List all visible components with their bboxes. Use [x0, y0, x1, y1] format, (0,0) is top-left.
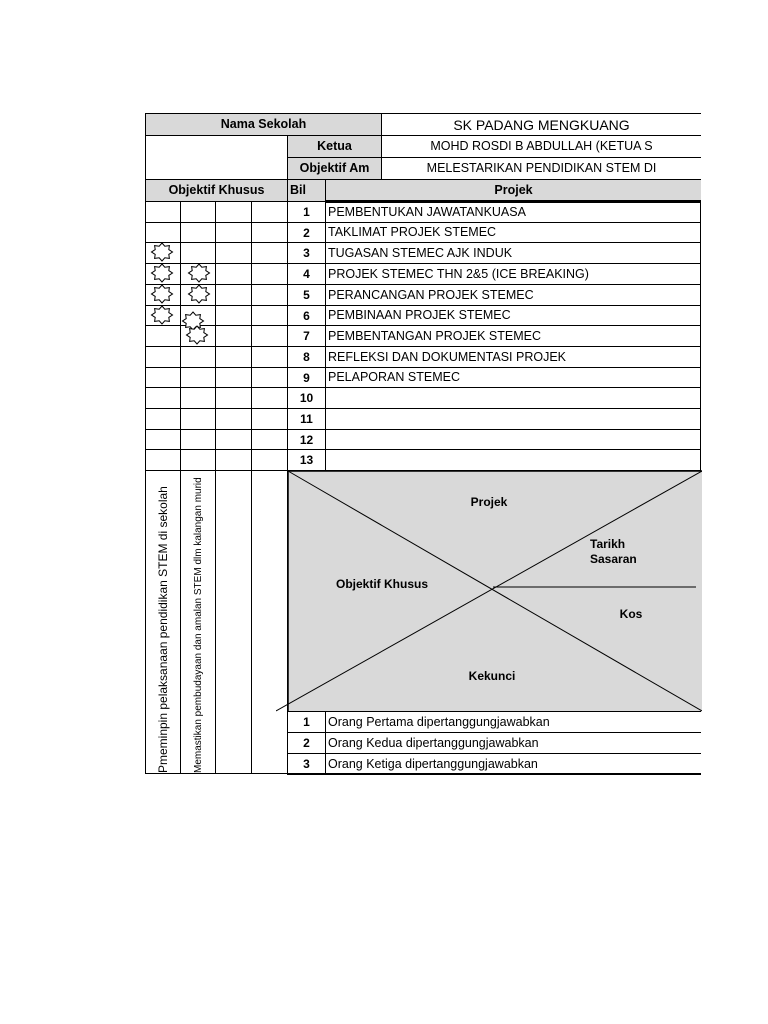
person-bil: 2	[287, 732, 326, 754]
nama-sekolah-label: Nama Sekolah	[145, 113, 382, 136]
x-matrix-label-kos: Kos	[619, 607, 643, 621]
project-name	[325, 408, 701, 430]
objektif-am-label: Objektif Am	[287, 157, 382, 180]
project-name: PEMBENTUKAN JAWATANKUASA	[325, 201, 701, 223]
x-matrix-label-sasaran: Sasaran	[590, 552, 637, 566]
objective-row-line	[145, 408, 288, 409]
objective-col-divider-3	[251, 201, 252, 774]
objective-row-line	[145, 429, 288, 430]
objective-row-line	[145, 325, 288, 326]
star-burst-icon	[185, 325, 209, 345]
person-text: Orang Ketiga dipertanggungjawabkan	[325, 753, 701, 775]
project-name: PROJEK STEMEC THN 2&5 (ICE BREAKING)	[325, 263, 701, 285]
objective-row-line	[145, 470, 288, 471]
person-bil: 1	[287, 711, 326, 733]
project-bil: 11	[287, 408, 326, 430]
ketua-value: MOHD ROSDI B ABDULLAH (KETUA S	[381, 135, 701, 158]
objective-row-line	[145, 222, 288, 223]
project-name: PERANCANGAN PROJEK STEMEC	[325, 284, 701, 306]
projek-top-rule	[325, 200, 701, 202]
project-name	[325, 429, 701, 450]
project-bil: 7	[287, 325, 326, 347]
project-name	[325, 387, 701, 409]
project-bil: 6	[287, 305, 326, 326]
project-name: PEMBINAAN PROJEK STEMEC	[325, 305, 701, 326]
objective-row-line	[145, 367, 288, 368]
objective-row-line	[145, 346, 288, 347]
star-burst-icon	[150, 305, 174, 325]
person-text: Orang Pertama dipertanggungjawabkan	[325, 711, 701, 733]
star-burst-icon	[150, 284, 174, 304]
star-burst-icon	[187, 263, 211, 283]
objective-col-divider-2	[215, 201, 216, 774]
project-bil: 1	[287, 201, 326, 223]
project-name: TAKLIMAT PROJEK STEMEC	[325, 222, 701, 243]
x-matrix-label-objektif: Objektif Khusus	[335, 577, 429, 591]
project-name: REFLEKSI DAN DOKUMENTASI PROJEK	[325, 346, 701, 368]
x-matrix-label-projek: Projek	[470, 495, 508, 509]
project-name: TUGASAN STEMEC AJK INDUK	[325, 242, 701, 264]
person-text: Orang Kedua dipertanggungjawabkan	[325, 732, 701, 754]
nama-sekolah-value: SK PADANG MENGKUANG	[381, 113, 701, 136]
project-bil: 10	[287, 387, 326, 409]
projek-header: Projek	[325, 179, 701, 202]
x-matrix-label-kekunci: Kekunci	[468, 669, 516, 683]
objective-1-text: Pmeminpin pelaksanaan pendidikan STEM di sekolah	[156, 486, 170, 773]
bil-header: Bil	[287, 179, 326, 202]
x-matrix-diagram	[276, 468, 702, 713]
objective-2-text: Memastikan pembudayaan dan amalan STEM dlm kalangan murid	[193, 477, 204, 773]
objective-row-line	[145, 449, 288, 450]
objective-row-line	[145, 387, 288, 388]
project-bil: 4	[287, 263, 326, 285]
project-bil: 2	[287, 222, 326, 243]
star-burst-icon	[150, 242, 174, 262]
project-bil: 8	[287, 346, 326, 368]
x-matrix-label-tarikh: Tarikh	[590, 537, 626, 551]
project-bil: 3	[287, 242, 326, 264]
star-burst-icon	[187, 284, 211, 304]
project-name: PELAPORAN STEMEC	[325, 367, 701, 388]
star-burst-icon	[150, 263, 174, 283]
objective-col-divider-1	[180, 201, 181, 774]
objektif-am-value: MELESTARIKAN PENDIDIKAN STEM DI	[381, 157, 701, 180]
project-bil: 12	[287, 429, 326, 450]
ketua-label: Ketua	[287, 135, 382, 158]
person-bil: 3	[287, 753, 326, 775]
project-bil: 5	[287, 284, 326, 306]
people-bottom-rule	[287, 773, 701, 774]
project-bil: 13	[287, 449, 326, 471]
objektif-khusus-header: Objektif Khusus	[145, 179, 288, 202]
project-name: PEMBENTANGAN PROJEK STEMEC	[325, 325, 701, 347]
project-bil: 9	[287, 367, 326, 388]
header-blank	[145, 135, 288, 180]
